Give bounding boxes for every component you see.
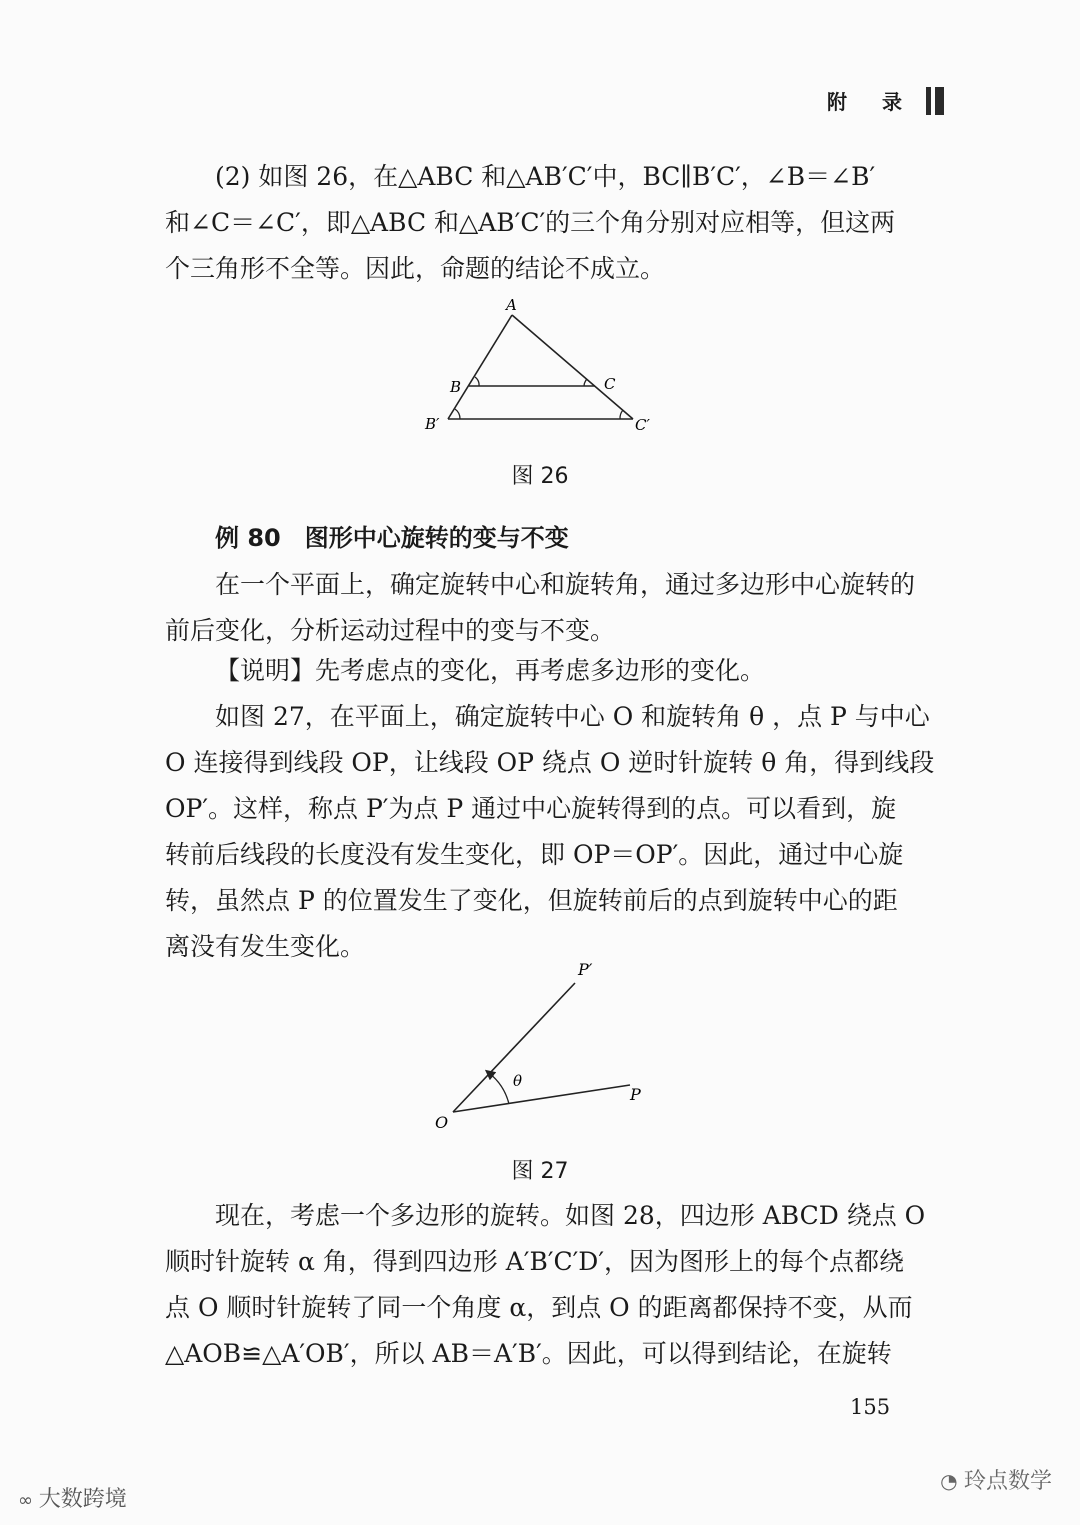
text-line: 转，虽然点 P 的位置发生了变化，但旋转前后的点到旋转中心的距 <box>165 886 898 915</box>
text-line: 点 O 顺时针旋转了同一个角度 α，到点 O 的距离都保持不变，从而 <box>165 1293 913 1322</box>
side-AB-prime <box>448 315 512 419</box>
label-B: B <box>450 378 462 396</box>
header-bars-decoration <box>926 87 944 115</box>
paragraph-intro <box>165 562 915 654</box>
paragraph-case-2 <box>165 154 915 292</box>
page-number: 155 <box>850 1395 891 1419</box>
label-O: O <box>435 1113 449 1132</box>
label-C: C <box>604 375 616 393</box>
text-line: 在一个平面上，确定旋转中心和旋转角，通过多边形中心旋转的 <box>215 570 916 599</box>
text-line: (2) 如图 26，在△ABC 和△AB′C′中，BC∥B′C′，∠B＝∠B′ <box>215 162 876 191</box>
angle-C-arc <box>584 379 587 386</box>
label-P-prime: P′ <box>578 960 593 979</box>
paragraph-rotation-point <box>165 694 935 970</box>
figure-26-caption: 图 26 <box>511 464 569 489</box>
running-header <box>827 86 944 115</box>
watermark-left-text: 大数跨境 <box>38 1487 127 1512</box>
text-line: 和∠C＝∠C′，即△ABC 和△AB′C′的三个角分别对应相等，但这两 <box>165 208 896 237</box>
figure-27-rotation <box>420 955 660 1140</box>
watermark-left <box>18 1482 127 1513</box>
paragraph-polygon-rotation <box>165 1193 926 1377</box>
angle-B-prime-arc <box>455 409 460 419</box>
note-text: 【说明】先考虑点的变化，再考虑多边形的变化。 <box>215 656 766 685</box>
side-AC-prime <box>512 315 633 419</box>
figure-27-caption: 图 27 <box>511 1159 569 1184</box>
example-80-heading <box>215 518 569 553</box>
watermark-right-text: 玲点数学 <box>963 1469 1052 1494</box>
text-line: 个三角形不全等。因此，命题的结论不成立。 <box>165 254 666 283</box>
label-C-prime: C′ <box>635 416 650 434</box>
segment-OP-prime <box>453 983 575 1112</box>
segment-OP <box>453 1085 630 1112</box>
wechat-icon: ◔ <box>940 1469 964 1493</box>
label-theta: θ <box>513 1072 523 1090</box>
label-B-prime: B′ <box>425 415 440 433</box>
text-line: O 连接得到线段 OP，让线段 OP 绕点 O 逆时针旋转 θ 角，得到线段 <box>165 748 935 777</box>
theta-arc-arrow <box>489 1073 509 1104</box>
watermark-logo-icon: ∞ <box>18 1490 39 1511</box>
label-A: A <box>506 296 517 314</box>
paragraph-note <box>165 648 915 694</box>
text-line: OP′。这样，称点 P′为点 P 通过中心旋转得到的点。可以看到，旋 <box>165 794 897 823</box>
text-line: △AOB≌△A′OB′，所以 AB＝A′B′。因此，可以得到结论，在旋转 <box>165 1339 892 1368</box>
text-line: 如图 27，在平面上，确定旋转中心 O 和旋转角 θ ，点 P 与中心 <box>215 702 930 731</box>
text-line: 转前后线段的长度没有发生变化，即 OP＝OP′。因此，通过中心旋 <box>165 840 904 869</box>
angle-B-arc <box>475 377 479 386</box>
header-label: 附 录 <box>827 90 916 114</box>
text-line: 离没有发生变化。 <box>165 932 366 961</box>
label-P: P <box>630 1085 641 1104</box>
text-line: 前后变化，分析运动过程中的变与不变。 <box>165 616 616 645</box>
text-line: 现在，考虑一个多边形的旋转。如图 28，四边形 ABCD 绕点 O <box>215 1201 926 1230</box>
text-line: 顺时针旋转 α 角，得到四边形 A′B′C′D′，因为图形上的每个点都绕 <box>165 1247 905 1276</box>
example-title: 图形中心旋转的变与不变 <box>304 524 569 552</box>
figure-26-triangles <box>400 290 680 450</box>
watermark-right <box>940 1464 1052 1495</box>
example-number: 例 80 <box>215 524 281 552</box>
angle-C-prime-arc <box>620 410 623 419</box>
